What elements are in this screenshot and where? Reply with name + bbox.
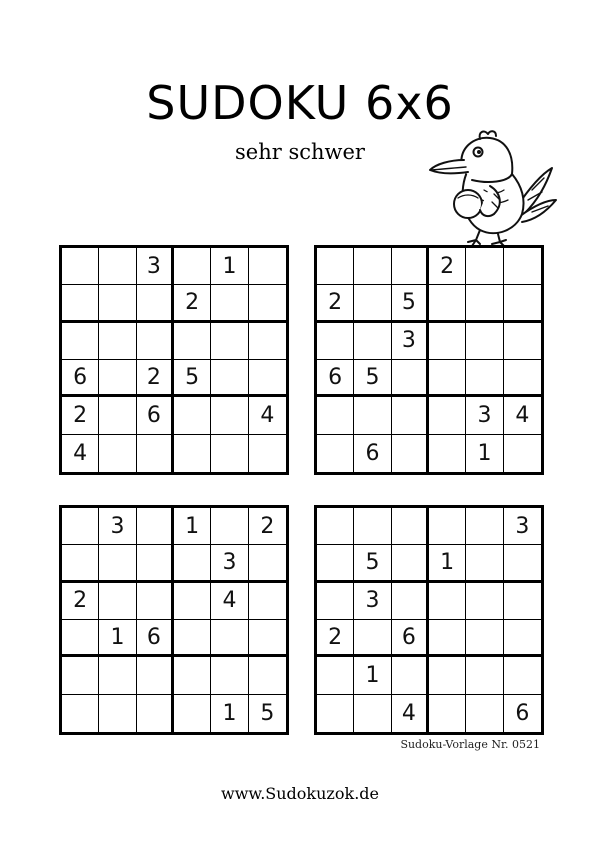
sudoku-cell[interactable]: 6: [137, 397, 174, 434]
sudoku-cell[interactable]: [62, 508, 99, 545]
sudoku-cell[interactable]: [317, 657, 354, 694]
sudoku-cell[interactable]: [249, 583, 286, 620]
sudoku-cell[interactable]: 6: [354, 435, 391, 472]
sudoku-cell[interactable]: [99, 435, 136, 472]
sudoku-cell[interactable]: 2: [429, 248, 466, 285]
sudoku-cell[interactable]: 2: [317, 620, 354, 657]
sudoku-cell[interactable]: 5: [174, 360, 211, 397]
sudoku-cell[interactable]: [317, 545, 354, 582]
sudoku-cell[interactable]: 3: [504, 508, 541, 545]
sudoku-cell[interactable]: 4: [392, 695, 429, 732]
sudoku-cell[interactable]: [211, 508, 248, 545]
sudoku-cell[interactable]: [317, 397, 354, 434]
sudoku-cell[interactable]: [354, 695, 391, 732]
sudoku-cell[interactable]: 1: [354, 657, 391, 694]
sudoku-cell[interactable]: [466, 285, 503, 322]
sudoku-cell[interactable]: [317, 583, 354, 620]
sudoku-cell[interactable]: [99, 545, 136, 582]
sudoku-cell[interactable]: [137, 285, 174, 322]
sudoku-cell[interactable]: [211, 657, 248, 694]
sudoku-cell[interactable]: [392, 248, 429, 285]
sudoku-cell[interactable]: 4: [504, 397, 541, 434]
sudoku-cell[interactable]: [211, 435, 248, 472]
sudoku-cell[interactable]: 1: [174, 508, 211, 545]
sudoku-cell[interactable]: [62, 620, 99, 657]
sudoku-cell[interactable]: [249, 248, 286, 285]
sudoku-cell[interactable]: 1: [211, 695, 248, 732]
sudoku-cell[interactable]: [99, 323, 136, 360]
sudoku-cell[interactable]: [392, 435, 429, 472]
sudoku-cell[interactable]: [317, 323, 354, 360]
bird-icon: [428, 130, 558, 248]
sudoku-cell[interactable]: [137, 508, 174, 545]
sudoku-cell[interactable]: [354, 397, 391, 434]
sudoku-cell[interactable]: [429, 397, 466, 434]
sudoku-cell[interactable]: [137, 435, 174, 472]
sudoku-cell[interactable]: [504, 545, 541, 582]
sudoku-cell[interactable]: 2: [249, 508, 286, 545]
sudoku-cell[interactable]: [429, 508, 466, 545]
sudoku-grid-4: [314, 505, 544, 735]
page-title: SUDOKU 6x6: [146, 76, 454, 130]
sudoku-cell[interactable]: [249, 360, 286, 397]
sudoku-cell[interactable]: [504, 435, 541, 472]
sudoku-cell[interactable]: [466, 657, 503, 694]
sudoku-cell[interactable]: 3: [392, 323, 429, 360]
sudoku-cell[interactable]: [249, 545, 286, 582]
sudoku-cell[interactable]: [466, 248, 503, 285]
sudoku-cell[interactable]: [354, 285, 391, 322]
sudoku-cell[interactable]: [174, 695, 211, 732]
sudoku-cell[interactable]: [249, 435, 286, 472]
sudoku-cell[interactable]: [249, 285, 286, 322]
sudoku-cell[interactable]: [317, 435, 354, 472]
sudoku-cell[interactable]: [429, 360, 466, 397]
sudoku-cell[interactable]: 2: [174, 285, 211, 322]
sudoku-cell[interactable]: [317, 508, 354, 545]
sudoku-cell[interactable]: [354, 248, 391, 285]
sudoku-cell[interactable]: 2: [137, 360, 174, 397]
sudoku-cell[interactable]: [99, 397, 136, 434]
sudoku-cell[interactable]: 2: [62, 397, 99, 434]
sudoku-cell[interactable]: [429, 285, 466, 322]
sudoku-cell[interactable]: [429, 583, 466, 620]
sudoku-cell[interactable]: [354, 508, 391, 545]
sudoku-cell[interactable]: [211, 397, 248, 434]
sudoku-cell[interactable]: [211, 620, 248, 657]
sudoku-cell[interactable]: [429, 620, 466, 657]
sudoku-cell[interactable]: 1: [211, 248, 248, 285]
website-link[interactable]: www.Sudokuzok.de: [221, 784, 379, 803]
sudoku-cell[interactable]: [354, 620, 391, 657]
sudoku-cell[interactable]: 6: [317, 360, 354, 397]
sudoku-cell[interactable]: 4: [62, 435, 99, 472]
sudoku-cell[interactable]: [504, 323, 541, 360]
sudoku-cell[interactable]: [99, 657, 136, 694]
sudoku-cell[interactable]: [62, 248, 99, 285]
sudoku-cell[interactable]: [174, 397, 211, 434]
sudoku-cell[interactable]: 5: [354, 545, 391, 582]
sudoku-cell[interactable]: [466, 323, 503, 360]
sudoku-cell[interactable]: [392, 545, 429, 582]
sudoku-cell[interactable]: [429, 435, 466, 472]
sudoku-cell[interactable]: [99, 695, 136, 732]
sudoku-cell[interactable]: [62, 695, 99, 732]
sudoku-cell[interactable]: [392, 657, 429, 694]
sudoku-cell[interactable]: 1: [429, 545, 466, 582]
sudoku-cell[interactable]: [504, 248, 541, 285]
sudoku-cell[interactable]: 6: [515, 700, 530, 726]
sudoku-cell[interactable]: [137, 323, 174, 360]
difficulty-label: sehr schwer: [235, 140, 365, 164]
sudoku-cell[interactable]: 5: [392, 285, 429, 322]
sudoku-grid-2: [314, 245, 544, 475]
sudoku-cell[interactable]: [62, 657, 99, 694]
sudoku-cell[interactable]: [211, 323, 248, 360]
sudoku-cell[interactable]: 3: [211, 545, 248, 582]
sudoku-cell[interactable]: [174, 435, 211, 472]
sudoku-cell[interactable]: [137, 583, 174, 620]
sudoku-cell[interactable]: [137, 545, 174, 582]
sudoku-cell[interactable]: [99, 248, 136, 285]
sudoku-cell[interactable]: [392, 397, 429, 434]
sudoku-cell[interactable]: [429, 657, 466, 694]
sudoku-cell[interactable]: 2: [317, 285, 354, 322]
sudoku-cell[interactable]: 5: [354, 360, 391, 397]
sudoku-cell[interactable]: [466, 508, 503, 545]
sudoku-cell[interactable]: [317, 248, 354, 285]
sudoku-cell[interactable]: 1: [466, 435, 503, 472]
sudoku-cell[interactable]: [99, 285, 136, 322]
sudoku-cell[interactable]: [174, 583, 211, 620]
sudoku-cell[interactable]: [99, 360, 136, 397]
sudoku-cell[interactable]: [354, 323, 391, 360]
sudoku-cell[interactable]: 5: [260, 700, 275, 726]
sudoku-cell[interactable]: [249, 620, 286, 657]
sudoku-cell[interactable]: 3: [99, 508, 136, 545]
sudoku-cell[interactable]: [249, 657, 286, 694]
sudoku-cell[interactable]: [504, 620, 541, 657]
sudoku-cell[interactable]: 3: [466, 397, 503, 434]
sudoku-cell[interactable]: [392, 360, 429, 397]
sudoku-cell[interactable]: [317, 695, 354, 732]
sudoku-cell[interactable]: [466, 620, 503, 657]
sudoku-cell[interactable]: [211, 360, 248, 397]
sudoku-cell[interactable]: [137, 695, 174, 732]
sudoku-cell[interactable]: [504, 657, 541, 694]
sudoku-cell[interactable]: 4: [211, 583, 248, 620]
sudoku-grid-3: [59, 505, 289, 735]
sudoku-cell[interactable]: [62, 323, 99, 360]
sudoku-cell[interactable]: [429, 323, 466, 360]
sudoku-cell[interactable]: [174, 323, 211, 360]
sudoku-grid-1: [59, 245, 289, 475]
sudoku-cell[interactable]: [62, 545, 99, 582]
sudoku-cell[interactable]: 2: [62, 583, 99, 620]
sudoku-cell[interactable]: 4: [249, 397, 286, 434]
sudoku-cell[interactable]: [211, 285, 248, 322]
sudoku-cell[interactable]: [137, 657, 174, 694]
sudoku-cell[interactable]: 3: [354, 583, 391, 620]
sudoku-cell[interactable]: [466, 545, 503, 582]
sudoku-cell[interactable]: 3: [137, 248, 174, 285]
sudoku-cell[interactable]: 6: [137, 620, 174, 657]
sudoku-cell[interactable]: [62, 285, 99, 322]
sudoku-cell[interactable]: [392, 583, 429, 620]
sudoku-cell[interactable]: [174, 620, 211, 657]
sudoku-cell[interactable]: [174, 545, 211, 582]
sudoku-cell[interactable]: 6: [392, 620, 429, 657]
sudoku-cell[interactable]: [504, 583, 541, 620]
sudoku-cell[interactable]: [504, 285, 541, 322]
sudoku-cell[interactable]: 6: [62, 360, 99, 397]
sudoku-cell[interactable]: [174, 657, 211, 694]
sudoku-cell[interactable]: [99, 583, 136, 620]
sudoku-cell[interactable]: [504, 360, 541, 397]
sudoku-cell[interactable]: [466, 360, 503, 397]
template-number: Sudoku-Vorlage Nr. 0521: [400, 738, 540, 751]
sudoku-cell[interactable]: [174, 248, 211, 285]
sudoku-cell[interactable]: [466, 583, 503, 620]
sudoku-cell[interactable]: [466, 695, 503, 732]
sudoku-cell[interactable]: [429, 695, 466, 732]
sudoku-cell[interactable]: 1: [99, 620, 136, 657]
sudoku-cell[interactable]: [392, 508, 429, 545]
sudoku-cell[interactable]: [249, 323, 286, 360]
